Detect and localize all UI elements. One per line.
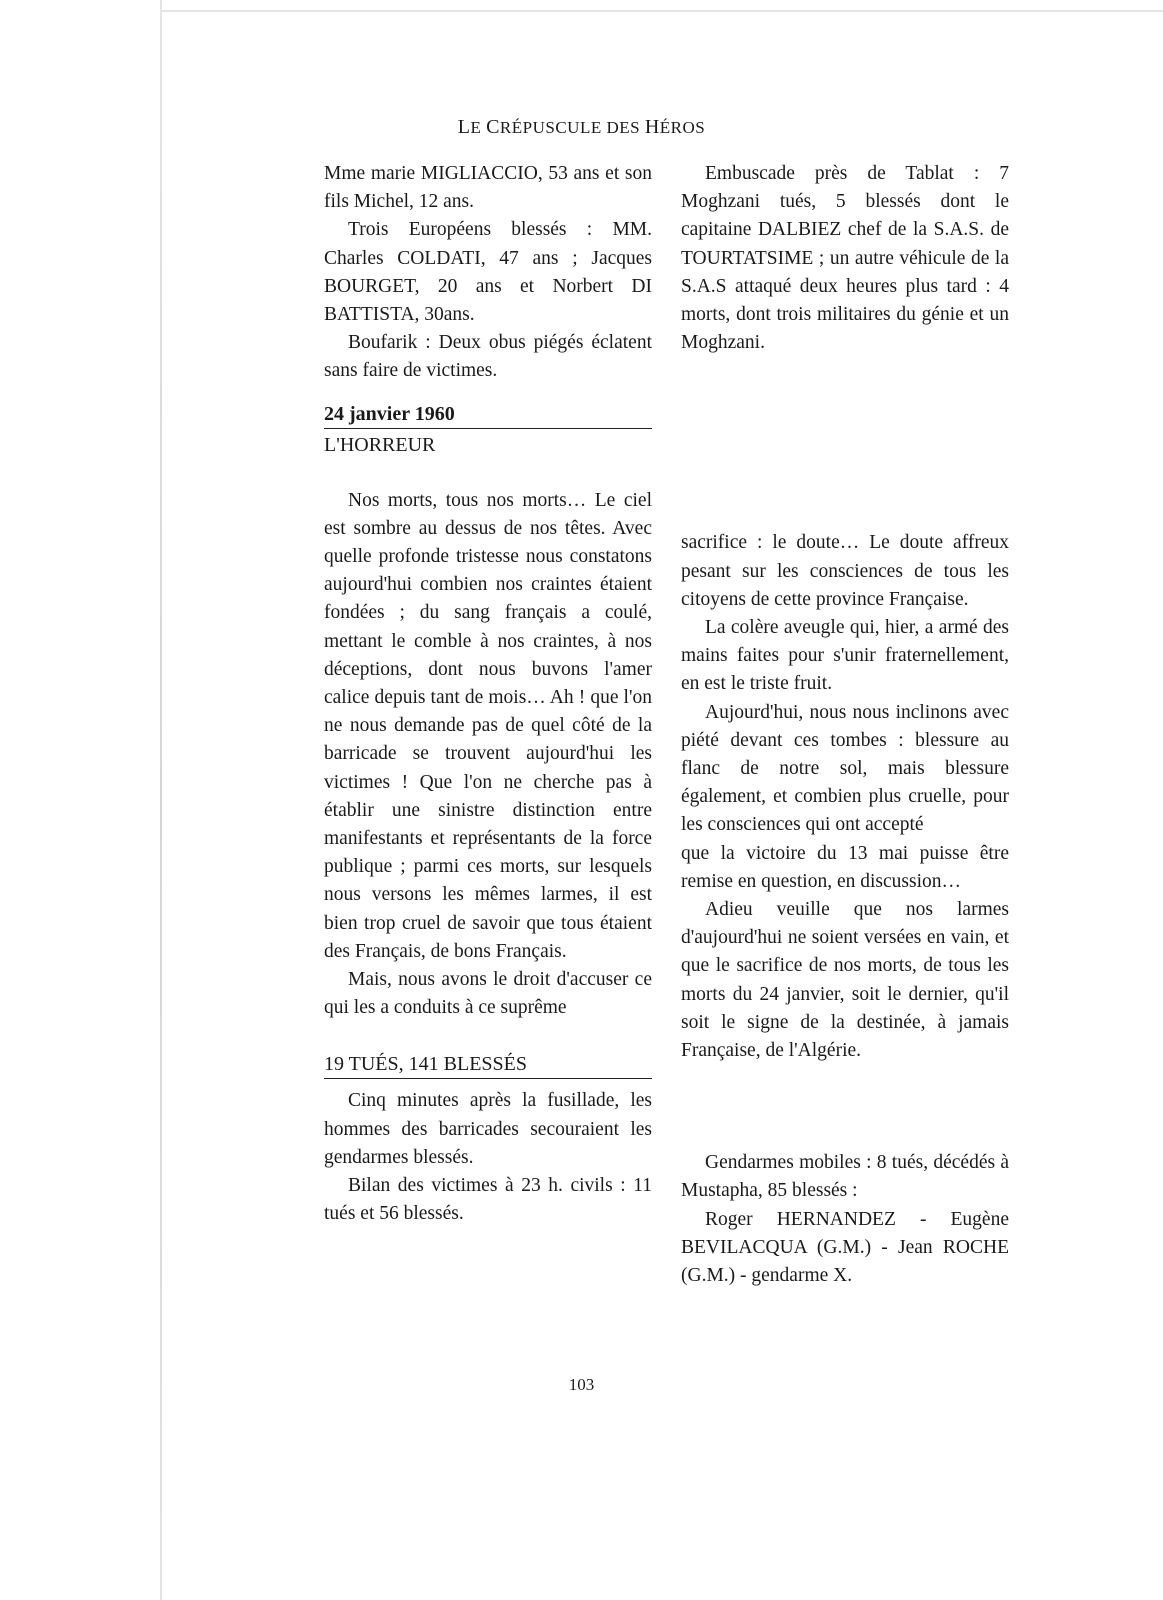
paragraph: que la victoire du 13 mai puisse être remise en question, en discussion… [681, 842, 1009, 892]
paragraph: Embuscade près de Tablat : 7 Moghzani tués, 5 blessés dont le capitaine DALBIEZ chef de la S.A.S. de TOURTATSIME ; un autre véhicule de la S.A.S attaqué deux heures plus tard : 4 morts, dont trois militaires du génie et un Moghzani. [681, 163, 1009, 354]
paragraph: Gendarmes mobiles : 8 tués, décédés à Mustapha, 85 blessés : [681, 1152, 1009, 1202]
paragraph: Boufarik : Deux obus piégés éclatent sans faire de victimes. [324, 332, 652, 382]
paragraph: Roger HERNANDEZ - Eugène BEVILACQUA (G.M.) - Jean ROCHE (G.M.) - gendarme X. [681, 1208, 1009, 1287]
scan-edge [160, 0, 162, 1600]
section-heading: L'HORREUR [324, 433, 436, 456]
paragraph: Adieu veuille que nos larmes d'aujourd'hui ne soient versées en vain, et que le sacrifice de nos morts, de tous les morts du 24 janvier, soit le dernier, qu'il soit le signe de la destinée, à jamais Française, de l'Algérie. [681, 899, 1009, 1062]
page-number: 103 [568, 1375, 595, 1394]
right-column [681, 160, 1009, 1290]
paragraph: Trois Européens blessés : MM. Charles COLDATI, 47 ans ; Jacques BOURGET, 20 ans et Norbert DI BATTISTA, 30ans. [324, 219, 652, 326]
paragraph: Cinq minutes après la fusillade, les hommes des barricades secouraient les gendarmes blessés. [324, 1090, 652, 1168]
paragraph: Aujourd'hui, nous nous inclinons avec piété devant ces tombes : blessure au flanc de notre sol, mais blessure également, et combien plus cruelle, pour les consciences qui ont accepté [681, 701, 1009, 836]
scan-top-edge [160, 10, 1163, 12]
paragraph: Mme marie MIGLIACCIO, 53 ans et son fils Michel, 12 ans. [324, 163, 652, 213]
casualties-heading: 19 TUÉS, 141 BLESSÉS [324, 1050, 652, 1079]
paragraph: Mais, nous avons le droit d'accuser ce qui les a conduits à ce suprême [324, 969, 652, 1019]
paragraph: Nos morts, tous nos morts… Le ciel est sombre au dessus de nos têtes. Avec quelle profonde tristesse nous constatons aujourd'hui combien nos craintes étaient fondées ; du sang français a coulé, mettant le comble à nos craintes, à nos déceptions, dont nous buvons l'amer calice depuis tant de mois… Ah ! que l'on ne nous demande pas de quel côté de la barricade se trouvent aujourd'hui les victimes ! Que l'on ne cherche pas à établir une sinistre distinction entre manifestants et représentants de la force publique ; parmi ces morts, sur lesquels nous versons les mêmes larmes, il est bien trop cruel de savoir que tous étaient des Français, de bons Français. [324, 489, 652, 962]
paragraph: sacrifice : le doute… Le doute affreux pesant sur les consciences de tous les citoyens de cette province Française. [681, 532, 1009, 610]
running-head: LE CRÉPUSCULE DES HÉROS [457, 116, 706, 138]
paragraph: Bilan des victimes à 23 h. civils : 11 tués et 56 blessés. [324, 1175, 652, 1225]
left-column [324, 160, 652, 1229]
paragraph: La colère aveugle qui, hier, a armé des mains faites pour s'unir fraternellement, en est le triste fruit. [681, 617, 1009, 695]
date-heading: 24 janvier 1960 [324, 400, 652, 429]
